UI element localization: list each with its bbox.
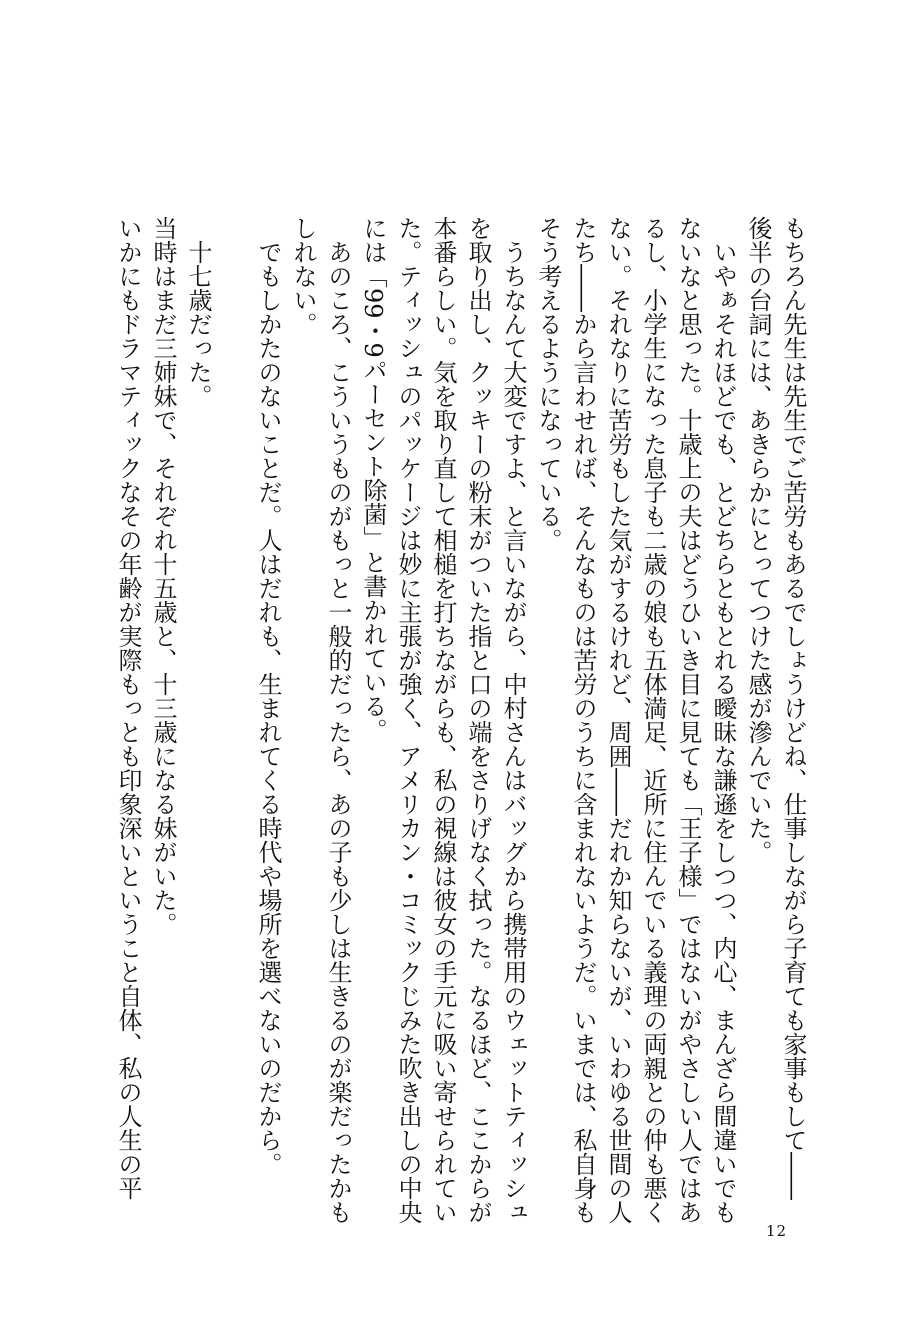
vertical-text-body <box>110 216 810 1224</box>
text-line: あのころ、こういうものがもっと一般的だったら、あの子も少しは生きるのが楽だったかも <box>324 240 352 1224</box>
text-line: でもしかたのないことだ。人はだれも、生まれてくる時代や場所を選べないのだから。 <box>254 240 282 1176</box>
text-line: いかにもドラマティックなその年齢が実際もっとも印象深いということ自体、私の人生の平 <box>114 216 142 1200</box>
text-line: たち――から言わせれば、そんなものは苦労のうちに含まれないようだ。いまでは、私自身も <box>569 216 597 1224</box>
text-line: ない。それなりに苦労もした気がするけれど、周囲――だれか知らないが、いわゆる世間の人 <box>604 216 632 1224</box>
page-number: 12 <box>766 1222 788 1240</box>
text-line: には「99・9パーセント除菌」と書かれている。 <box>359 216 387 742</box>
text-line: 本番らしい。気を取り直して相槌を打ちながらも、私の視線は彼女の手元に吸い寄せられてい <box>429 216 457 1224</box>
text-line: ないなと思った。十歳上の夫はどうひいき目に見ても「王子様」ではないがやさしい人ではあ <box>674 216 702 1224</box>
text-line: もちろん先生は先生でご苦労もあるでしょうけどね、仕事しながら子育ても家事もして―― <box>779 216 807 1200</box>
text-line: いやぁそれほどでも、とどちらともとれる曖昧な謙遜をしつつ、内心、まんざら間違いでも <box>709 240 737 1224</box>
text-line: しれない。 <box>289 216 317 336</box>
text-line: を取り出し、クッキーの粉末がついた指と口の端をさりげなく拭った。なるほど、ここからが <box>464 216 492 1224</box>
text-line: そう考えるようになっている。 <box>534 216 562 552</box>
text-line: るし、小学生になった息子も二歳の娘も五体満足、近所に住んでいる義理の両親との仲も悪く <box>639 216 667 1224</box>
text-line: 後半の台詞には、あきらかにとってつけた感が滲んでいた。 <box>744 216 772 864</box>
text-line: うちなんて大変ですよ、と言いながら、中村さんはバッグから携帯用のウェットティッシュ <box>499 240 527 1224</box>
text-line: 当時はまだ三姉妹で、それぞれ十五歳と、十三歳になる妹がいた。 <box>149 216 177 936</box>
text-line: た。ティッシュのパッケージは妙に主張が強く、アメリカン・コミックじみた吹き出しの中央 <box>394 216 422 1224</box>
blank-line <box>215 216 250 1176</box>
text-line: 十七歳だった。 <box>184 240 212 408</box>
